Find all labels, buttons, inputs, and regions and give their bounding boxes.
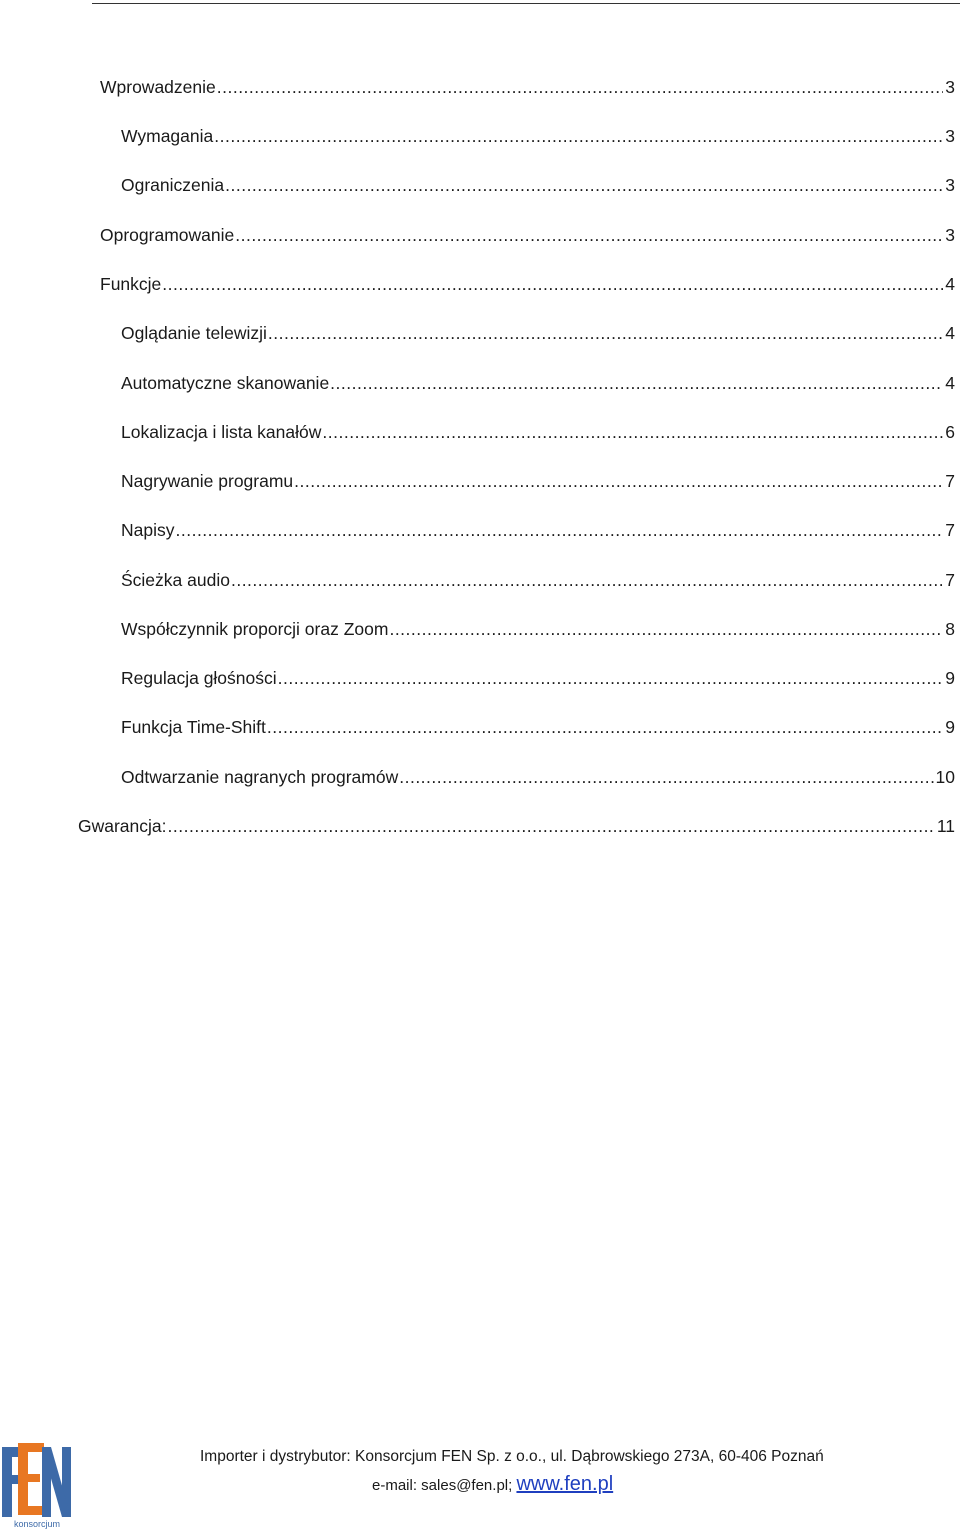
toc-entry-automatyczne-skanowanie[interactable] bbox=[121, 372, 955, 394]
toc-leader bbox=[217, 76, 944, 98]
toc-leader bbox=[330, 372, 943, 394]
footer-importer: Importer i dystrybutor: Konsorcjum FEN Sp. z o.o., ul. Dąbrowskiego 273A, 60-406 Poznań bbox=[200, 1448, 824, 1465]
toc-page: 3 bbox=[945, 175, 955, 195]
toc-leader bbox=[214, 125, 943, 147]
toc-leader bbox=[162, 273, 943, 295]
toc-entry-nagrywanie-programu[interactable] bbox=[121, 470, 955, 492]
toc-entry-ograniczenia[interactable] bbox=[121, 174, 955, 196]
toc-leader bbox=[399, 766, 933, 788]
toc-label: Nagrywanie programu bbox=[121, 471, 294, 491]
toc-leader bbox=[176, 519, 944, 541]
toc-page: 4 bbox=[945, 373, 955, 393]
toc-entry-odtwarzanie-nagranych[interactable] bbox=[121, 766, 955, 788]
toc-label: Oglądanie telewizji bbox=[121, 323, 267, 343]
toc-page: 4 bbox=[945, 323, 955, 343]
toc-leader bbox=[278, 667, 944, 689]
toc-leader bbox=[268, 322, 943, 344]
toc-leader bbox=[294, 470, 943, 492]
toc-page: 3 bbox=[945, 77, 955, 97]
footer-email: e-mail: sales@fen.pl; bbox=[372, 1477, 513, 1494]
fen-logo bbox=[0, 1441, 74, 1529]
toc-entry-lokalizacja-lista-kanalow[interactable] bbox=[121, 421, 955, 443]
toc-label: Wprowadzenie bbox=[100, 77, 216, 97]
toc-label: Odtwarzanie nagranych programów bbox=[121, 767, 399, 787]
toc-entry-funkcje[interactable] bbox=[100, 273, 955, 295]
fen-logo-mark bbox=[2, 1443, 71, 1517]
toc-page: 7 bbox=[945, 520, 955, 540]
toc-page: 8 bbox=[945, 619, 955, 639]
toc-label: Ścieżka audio bbox=[121, 570, 230, 590]
toc-label: Automatyczne skanowanie bbox=[121, 373, 330, 393]
toc-leader bbox=[267, 716, 943, 738]
toc-label: Lokalizacja i lista kanałów bbox=[121, 422, 322, 442]
toc-page: 9 bbox=[945, 668, 955, 688]
toc-label: Napisy bbox=[121, 520, 175, 540]
footer-contact bbox=[372, 1472, 613, 1498]
toc-leader bbox=[389, 618, 943, 640]
toc-entry-wymagania[interactable] bbox=[121, 125, 955, 147]
toc-page: 7 bbox=[945, 570, 955, 590]
toc-leader bbox=[231, 569, 943, 591]
toc-leader bbox=[225, 174, 943, 196]
toc-page: 3 bbox=[945, 225, 955, 245]
toc-label: Regulacja głośności bbox=[121, 668, 277, 688]
toc-label: Ograniczenia bbox=[121, 175, 225, 195]
toc-entry-napisy[interactable] bbox=[121, 519, 955, 541]
toc-page: 7 bbox=[945, 471, 955, 491]
toc-label: Współczynnik proporcji oraz Zoom bbox=[121, 619, 389, 639]
toc-entry-gwarancja[interactable] bbox=[78, 815, 955, 837]
toc-entry-funkcja-time-shift[interactable] bbox=[121, 716, 955, 738]
toc-label: Oprogramowanie bbox=[100, 225, 235, 245]
toc-leader bbox=[168, 815, 935, 837]
toc-entry-wspolczynnik-proporcji[interactable] bbox=[121, 618, 955, 640]
header-rule bbox=[92, 3, 960, 4]
toc-leader bbox=[322, 421, 943, 443]
toc-page: 9 bbox=[945, 717, 955, 737]
toc-entry-sciezka-audio[interactable] bbox=[121, 569, 955, 591]
fen-logo-subtext: konsorcjum bbox=[13, 1519, 61, 1529]
toc-label: Funkcja Time-Shift bbox=[121, 717, 266, 737]
toc-page: 3 bbox=[945, 126, 955, 146]
toc-label: Funkcje bbox=[100, 274, 162, 294]
toc-entry-wprowadzenie[interactable] bbox=[100, 76, 955, 98]
toc-label: Wymagania bbox=[121, 126, 214, 146]
toc-leader bbox=[235, 224, 943, 246]
toc-page: 10 bbox=[935, 767, 955, 787]
toc-entry-oprogramowanie[interactable] bbox=[100, 224, 955, 246]
footer-website-link[interactable]: www.fen.pl bbox=[516, 1473, 614, 1495]
toc-page: 4 bbox=[945, 274, 955, 294]
toc-entry-regulacja-glosnosci[interactable] bbox=[121, 667, 955, 689]
toc-page: 11 bbox=[936, 816, 955, 836]
toc-label: Gwarancja: bbox=[78, 816, 167, 836]
toc-page: 6 bbox=[945, 422, 955, 442]
toc-entry-ogladanie-telewizji[interactable] bbox=[121, 322, 955, 344]
